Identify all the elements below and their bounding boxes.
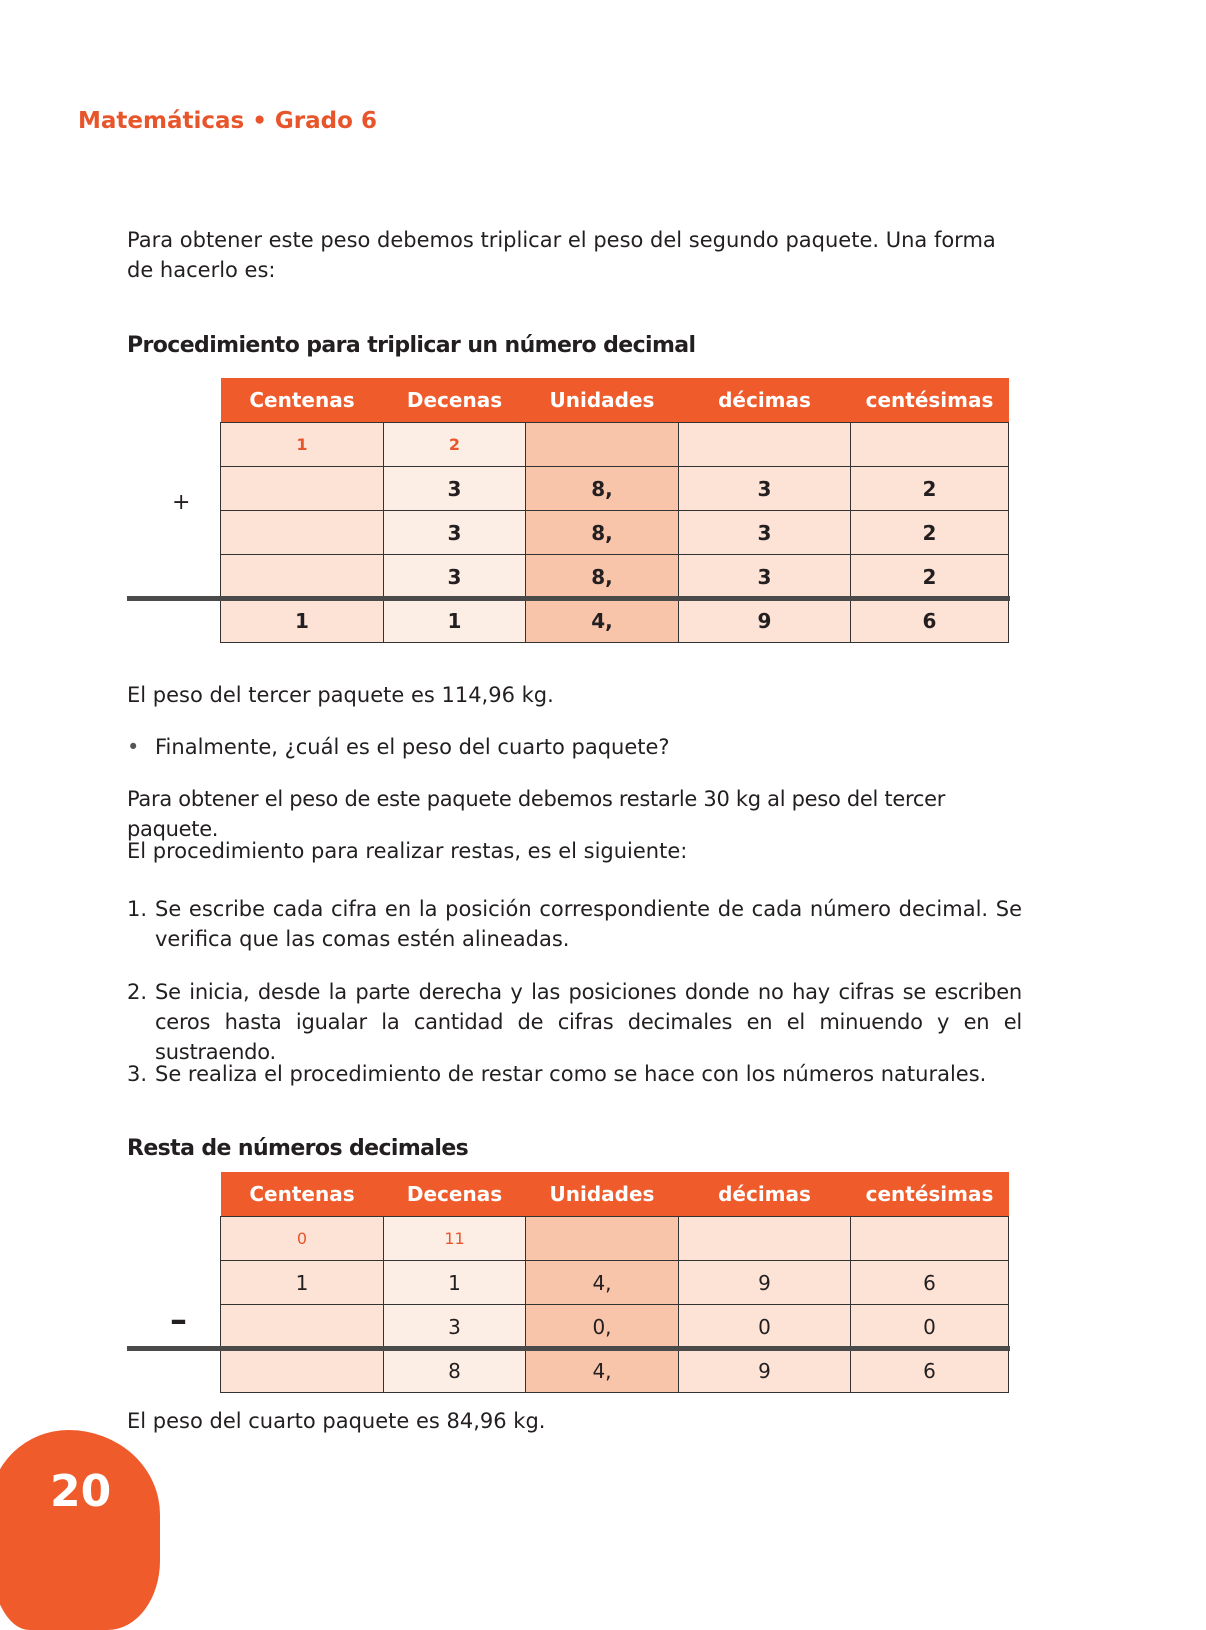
result-cell: 6 [851, 599, 1009, 643]
table-header-row [221, 1172, 1009, 1217]
cell: 2 [851, 511, 1009, 555]
sum-line [127, 596, 1010, 601]
carry-cell [679, 423, 851, 467]
section-title-resta: Resta de números decimales [127, 1136, 469, 1161]
result-cell: 6 [851, 1349, 1009, 1393]
carry-row [221, 423, 1009, 467]
cell: 9 [679, 1261, 851, 1305]
cell: 3 [384, 467, 526, 511]
cell: 3 [384, 1305, 526, 1349]
carry-cell [851, 423, 1009, 467]
header-title: Matemáticas • Grado 6 [78, 108, 377, 134]
cell: 3 [384, 511, 526, 555]
header-centesimas: centésimas [851, 378, 1009, 423]
result-cell: 1 [221, 599, 384, 643]
minus-sign: – [170, 1300, 187, 1340]
result-row [221, 599, 1009, 643]
table-header-row [221, 378, 1009, 423]
cell: 1 [384, 1261, 526, 1305]
table-row [221, 1305, 1009, 1349]
page-number: 20 [50, 1466, 112, 1517]
table-row [221, 467, 1009, 511]
header-unidades: Unidades [526, 378, 679, 423]
result-cell: 4, [526, 1349, 679, 1393]
question-text: Finalmente, ¿cuál es el peso del cuarto paquete? [155, 735, 670, 759]
table-resta [220, 1172, 1009, 1393]
subtract-text: Para obtener el peso de este paquete debemos restarle 30 kg al peso del tercer paquete. [127, 787, 946, 841]
result-row [221, 1349, 1009, 1393]
cell: 0, [526, 1305, 679, 1349]
cell: 1 [221, 1261, 384, 1305]
carry-cell: 2 [384, 423, 526, 467]
table-triplicar [220, 378, 1009, 643]
header-unidades: Unidades [526, 1172, 679, 1217]
step-number: 1. [127, 897, 148, 921]
table-row [221, 555, 1009, 599]
carry-cell [526, 423, 679, 467]
cell: 0 [851, 1305, 1009, 1349]
cell: 8, [526, 511, 679, 555]
borrow-row [221, 1217, 1009, 1261]
header-centenas: Centenas [221, 1172, 384, 1217]
borrow-cell [851, 1217, 1009, 1261]
step-text: Se realiza el procedimiento de restar como se hace con los números naturales. [155, 1062, 987, 1086]
cell [221, 467, 384, 511]
cell [221, 511, 384, 555]
cell: 3 [679, 555, 851, 599]
header-decimas: décimas [679, 1172, 851, 1217]
borrow-cell [526, 1217, 679, 1261]
result-cell: 1 [384, 599, 526, 643]
cell: 3 [679, 511, 851, 555]
step-text: Se escribe cada cifra en la posición correspondiente de cada número decimal. Se verifica que las comas estén alineadas. [155, 897, 1022, 951]
header-decimas: décimas [679, 378, 851, 423]
step-number: 2. [127, 980, 148, 1004]
cell: 3 [384, 555, 526, 599]
subtraction-line [127, 1346, 1010, 1351]
borrow-cell [679, 1217, 851, 1261]
carry-cell: 1 [221, 423, 384, 467]
cell [221, 1305, 384, 1349]
page-number-blob [0, 1430, 160, 1630]
header-centenas: Centenas [221, 378, 384, 423]
cell: 6 [851, 1261, 1009, 1305]
cell [221, 555, 384, 599]
cell: 8, [526, 467, 679, 511]
cell: 0 [679, 1305, 851, 1349]
result-cell: 9 [679, 599, 851, 643]
table-row [221, 511, 1009, 555]
cell: 2 [851, 467, 1009, 511]
section-title-triplicar: Procedimiento para triplicar un número decimal [127, 333, 696, 358]
third-package-text: El peso del tercer paquete es 114,96 kg. [127, 683, 554, 707]
fourth-package-text: El peso del cuarto paquete es 84,96 kg. [127, 1409, 546, 1433]
step-text: Se inicia, desde la parte derecha y las posiciones donde no hay cifras se escriben ceros hasta igualar la cantidad de cifras decimales en el minuendo y en el sustraendo. [155, 980, 1022, 1064]
cell: 8, [526, 555, 679, 599]
cell: 4, [526, 1261, 679, 1305]
plus-sign: + [172, 490, 191, 515]
header-centesimas: centésimas [851, 1172, 1009, 1217]
procedure-text: El procedimiento para realizar restas, es el siguiente: [127, 839, 688, 863]
header-decenas: Decenas [384, 1172, 526, 1217]
intro-paragraph: Para obtener este peso debemos triplicar el peso del segundo paquete. Una forma de hacerlo es: [127, 228, 996, 282]
header-decenas: Decenas [384, 378, 526, 423]
result-cell: 8 [384, 1349, 526, 1393]
cell: 3 [679, 467, 851, 511]
table-row [221, 1261, 1009, 1305]
result-cell: 9 [679, 1349, 851, 1393]
bullet-icon: • [127, 735, 140, 759]
step-number: 3. [127, 1062, 148, 1086]
borrow-cell: 11 [384, 1217, 526, 1261]
result-cell [221, 1349, 384, 1393]
result-cell: 4, [526, 599, 679, 643]
cell: 2 [851, 555, 1009, 599]
borrow-cell: 0 [221, 1217, 384, 1261]
